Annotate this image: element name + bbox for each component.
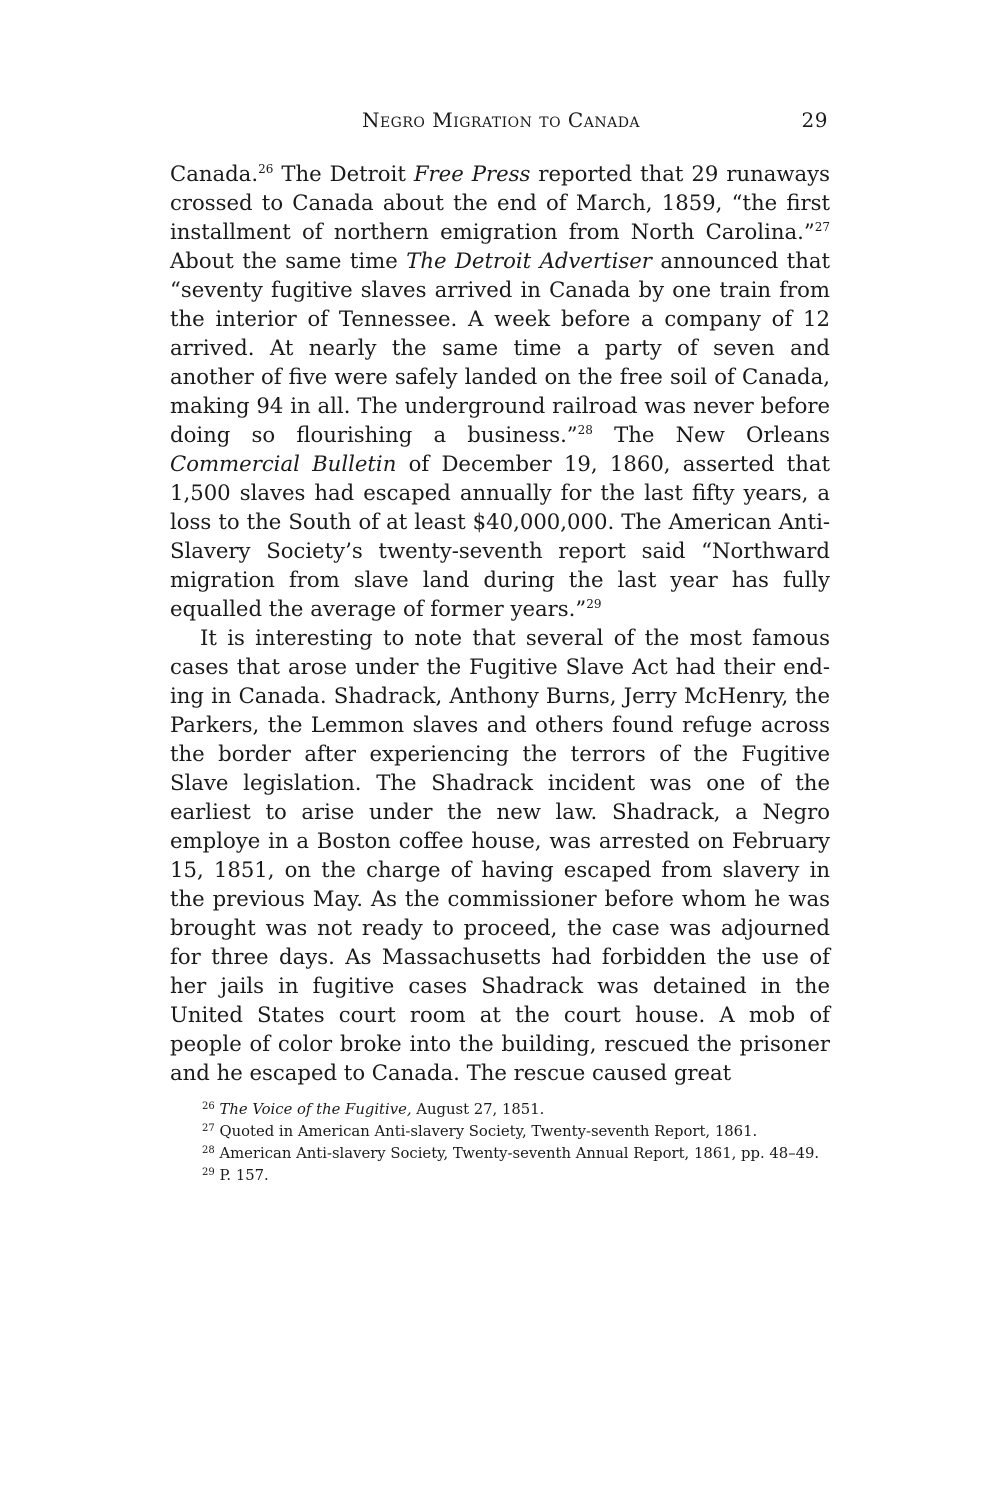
footnote-italic: The Voice of the Fugitive, bbox=[219, 1101, 412, 1118]
footnote-number: 26 bbox=[202, 1101, 215, 1112]
running-title: Negro Migration to Canada bbox=[361, 108, 641, 132]
footnote-ref-29: 29 bbox=[586, 597, 602, 611]
text-run: announced that “seventy fugitive slaves arrived in Canada by one train from the interior of Tennessee. A week before a company of 12 arrived. At nearly the same time a party of seven and another of five were safely landed on the free soil of Canada, making 94 in all. The underground railroad was never before doing so flourishing a business.” bbox=[170, 248, 830, 447]
footnote-number: 27 bbox=[202, 1123, 215, 1134]
text-run: The New Orleans bbox=[592, 422, 830, 447]
body-text bbox=[170, 159, 830, 1087]
paragraph-1 bbox=[170, 159, 830, 623]
footnote-text: August 27, 1851. bbox=[411, 1101, 545, 1118]
footnote bbox=[170, 1099, 830, 1121]
italic-title: Commercial Bulletin bbox=[170, 451, 397, 476]
text-run: reported that 29 runaways crossed to Canada about the end of March, 1859, “the first installment of northern emigration from North Carolina.” bbox=[170, 161, 830, 244]
footnote-ref-26: 26 bbox=[258, 162, 274, 176]
page-content bbox=[170, 108, 830, 1187]
footnote-ref-27: 27 bbox=[814, 220, 830, 234]
text-run: The Detroit bbox=[273, 161, 414, 186]
text-run: Canada. bbox=[170, 161, 259, 186]
footnote-text: P. 157. bbox=[219, 1167, 269, 1184]
page-number: 29 bbox=[801, 108, 828, 132]
italic-title: Free Press bbox=[413, 161, 531, 186]
text-run: of December 19, 1860, asserted that 1,500 slaves had escaped annually for the last fifty years, a loss to the South of at least $40,000,000. The American Anti-Slavery Society’s twenty-seventh report said “Northward migration from slave land during the last year has fully equalled the average of former years.” bbox=[170, 451, 830, 621]
footnote-text: Quoted in American Anti-slavery Society, Twenty-seventh Report, 1861. bbox=[219, 1123, 758, 1140]
footnote-number: 29 bbox=[202, 1167, 215, 1178]
italic-title: The Detroit Advertiser bbox=[406, 248, 652, 273]
footnote-ref-28: 28 bbox=[577, 423, 593, 437]
footnotes bbox=[170, 1099, 830, 1187]
footnote bbox=[170, 1165, 830, 1187]
footnote bbox=[170, 1143, 830, 1165]
footnote bbox=[170, 1121, 830, 1143]
paragraph-2: It is interesting to note that several of the most famous cases that arose under the Fugitive Slave Act had their ending in Canada. Shadrack, Anthony Burns, Jerry McHenry, the Parkers, the Lemmon slaves and others found refuge across the border after experiencing the terrors of the Fugitive Slave legislation. The Shadrack incident was one of the earliest to arise under the new law. Shadrack, a Negro employe in a Boston coffee house, was arrested on February 15, 1851, on the charge of having escaped from slavery in the previous May. As the commissioner before whom he was brought was not ready to proceed, the case was adjourned for three days. As Massachusetts had forbidden the use of her jails in fugitive cases Shadrack was detained in the United States court room at the court house. A mob of people of color broke into the building, rescued the prisoner and he escaped to Canada. The rescue caused great bbox=[170, 625, 830, 1085]
running-header bbox=[170, 108, 830, 148]
footnote-text: American Anti-slavery Society, Twenty-seventh Annual Report, 1861, pp. 48–49. bbox=[219, 1145, 820, 1162]
text-run: About the same time bbox=[170, 248, 407, 273]
footnote-number: 28 bbox=[202, 1145, 215, 1156]
